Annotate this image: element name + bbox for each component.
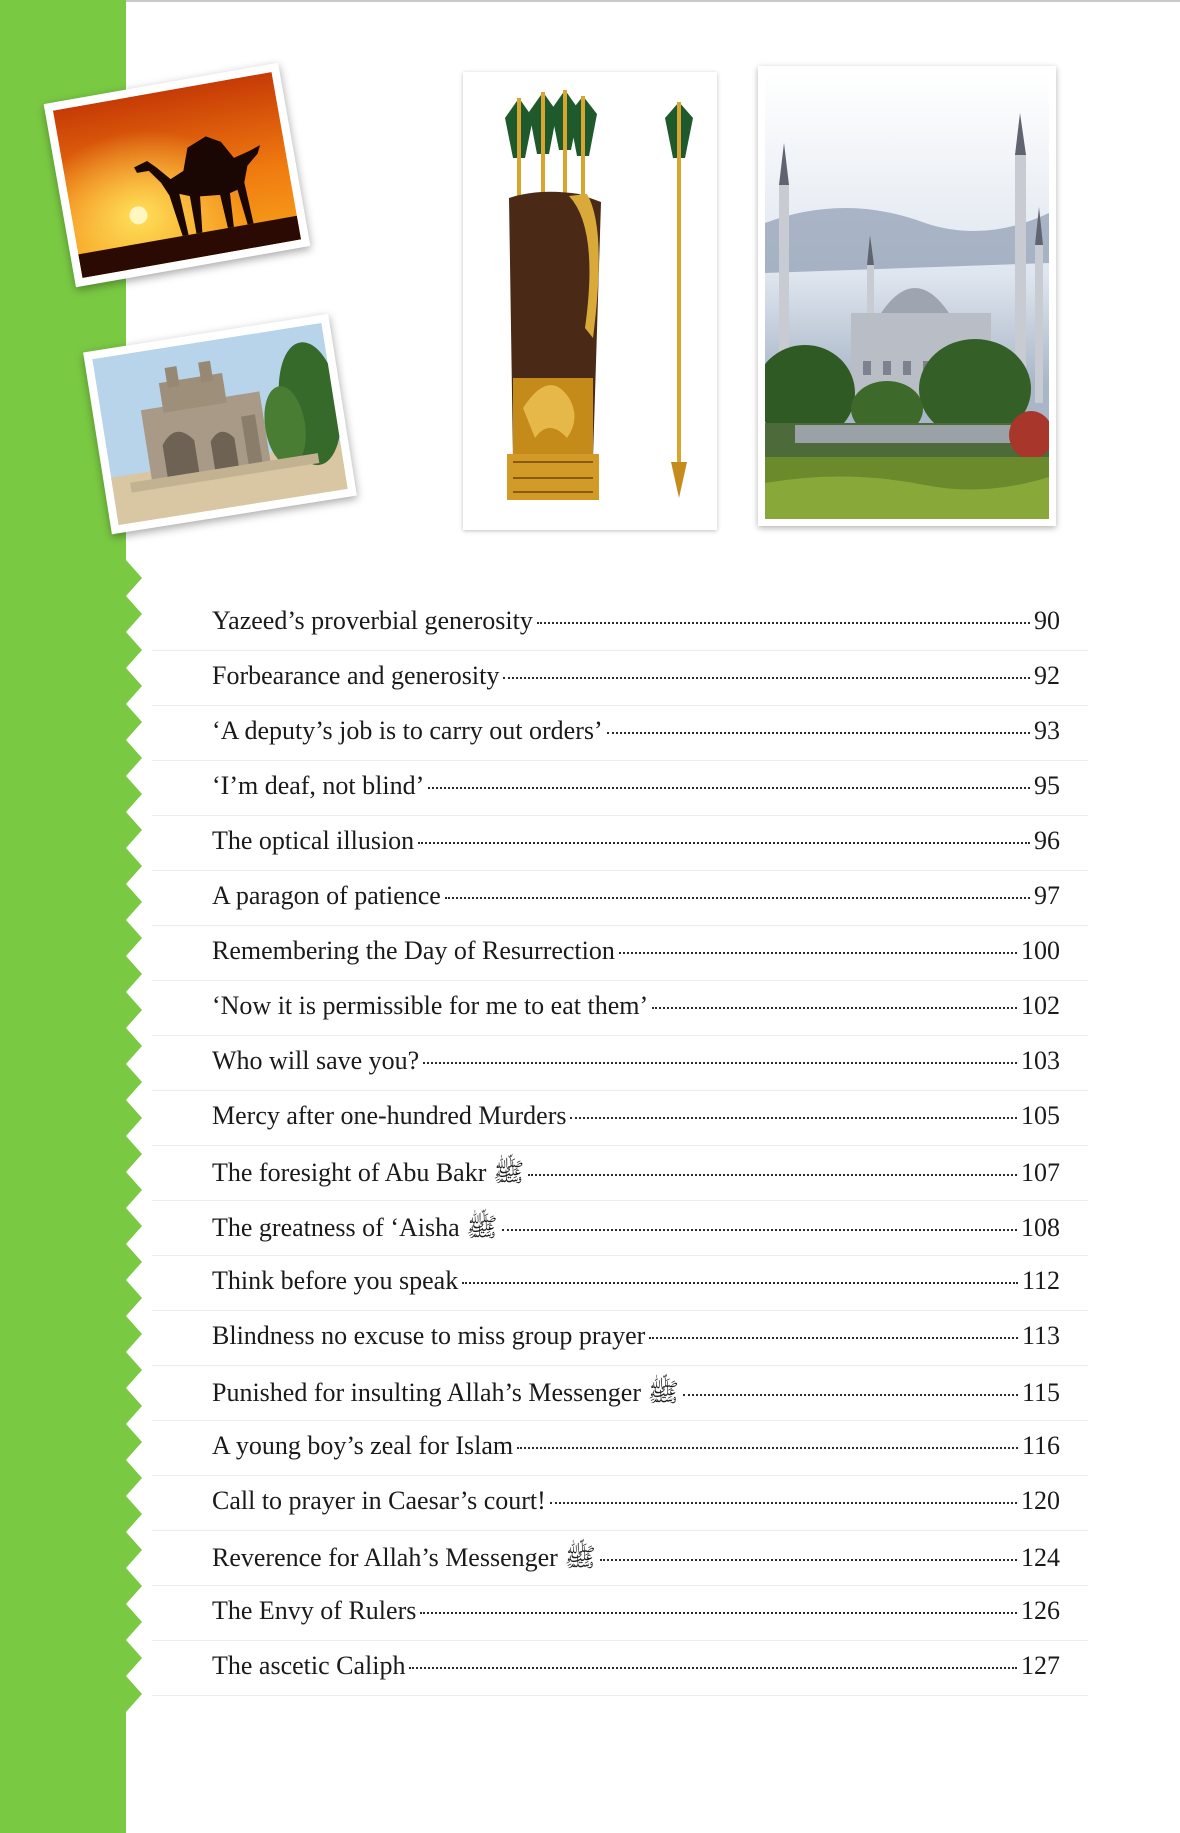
toc-page-number: 127 — [1021, 1651, 1060, 1680]
toc-entry — [152, 926, 1088, 981]
toc-entry-title: ‘Now it is permissible for me to eat them’ — [212, 991, 649, 1020]
toc-entry — [152, 761, 1088, 816]
toc-entry-title: ‘A deputy’s job is to carry out orders’ — [212, 716, 603, 745]
toc-entry-title: Forbearance and generosity — [212, 661, 500, 690]
toc-page-number: 105 — [1021, 1101, 1060, 1130]
toc-entry-title: Blindness no excuse to miss group prayer — [212, 1321, 646, 1350]
toc-leader-dots — [423, 1062, 1017, 1064]
toc-page-number: 102 — [1021, 991, 1060, 1020]
toc-page-number: 126 — [1021, 1596, 1060, 1625]
toc-entry — [152, 1641, 1088, 1696]
toc-entry — [152, 1091, 1088, 1146]
toc-entry — [152, 1036, 1088, 1091]
toc-leader-dots — [517, 1447, 1018, 1449]
toc-leader-dots — [550, 1502, 1017, 1504]
toc-entry — [152, 596, 1088, 651]
toc-leader-dots — [428, 787, 1030, 789]
toc-entry-title: Call to prayer in Caesar’s court! — [212, 1486, 546, 1515]
toc-entry-title: The optical illusion — [212, 826, 415, 855]
toc-entry-title: The greatness of ‘Aisha ﷺ — [212, 1213, 498, 1242]
top-border — [0, 0, 1180, 2]
mosque-photo — [758, 66, 1056, 526]
toc-leader-dots — [570, 1117, 1017, 1119]
toc-page-number: 95 — [1034, 771, 1060, 800]
toc-page-number: 112 — [1021, 1266, 1060, 1295]
toc-page-number: 92 — [1034, 661, 1060, 690]
toc-page-number: 97 — [1034, 881, 1060, 910]
toc-entry — [152, 816, 1088, 871]
toc-leader-dots — [528, 1174, 1017, 1176]
toc-entry-title: The Envy of Rulers — [212, 1596, 417, 1625]
toc-leader-dots — [445, 897, 1030, 899]
toc-leader-dots — [462, 1282, 1018, 1284]
toc-entry — [152, 1421, 1088, 1476]
toc-page-number: 113 — [1021, 1321, 1060, 1350]
toc-page-number: 100 — [1021, 936, 1060, 965]
toc-page-number: 116 — [1021, 1431, 1060, 1460]
toc-leader-dots — [652, 1007, 1017, 1009]
toc-leader-dots — [649, 1337, 1018, 1339]
toc-leader-dots — [503, 677, 1030, 679]
toc-page-number: 108 — [1021, 1213, 1060, 1242]
toc-entry — [152, 871, 1088, 926]
toc-leader-dots — [607, 732, 1030, 734]
ruins-photo — [83, 314, 357, 535]
toc-entry — [152, 651, 1088, 706]
toc-page-number: 93 — [1034, 716, 1060, 745]
toc-page-number: 90 — [1034, 606, 1060, 635]
toc-leader-dots — [600, 1559, 1017, 1561]
toc-leader-dots — [409, 1667, 1017, 1669]
toc-entry — [152, 1586, 1088, 1641]
toc-entry — [152, 1311, 1088, 1366]
toc-entry-title: A young boy’s zeal for Islam — [212, 1431, 514, 1460]
toc-page-number: 124 — [1021, 1543, 1060, 1572]
toc-entry-title: Punished for insulting Allah’s Messenger ﷺ — [212, 1378, 679, 1407]
toc-page-number: 96 — [1034, 826, 1060, 855]
toc-leader-dots — [418, 842, 1030, 844]
toc-entry — [152, 1366, 1088, 1421]
toc-page-number: 120 — [1021, 1486, 1060, 1515]
toc-page-number: 107 — [1021, 1158, 1060, 1187]
toc-leader-dots — [683, 1394, 1018, 1396]
toc-entry — [152, 1146, 1088, 1201]
toc-entry — [152, 1531, 1088, 1586]
toc-leader-dots — [537, 622, 1030, 624]
toc-entry-title: Think before you speak — [212, 1266, 459, 1295]
toc-entry-title: A paragon of patience — [212, 881, 441, 910]
toc-entry-title: Mercy after one-hundred Murders — [212, 1101, 567, 1130]
toc-entry-title: Remembering the Day of Resurrection — [212, 936, 615, 965]
toc-page-number: 103 — [1021, 1046, 1060, 1075]
toc-leader-dots — [502, 1229, 1017, 1231]
toc-entry-title: Reverence for Allah’s Messenger ﷺ — [212, 1543, 596, 1572]
toc-entry-title: Who will save you? — [212, 1046, 420, 1075]
toc-entry — [152, 706, 1088, 761]
toc-entry-title: ‘I’m deaf, not blind’ — [212, 771, 425, 800]
toc-entry — [152, 1256, 1088, 1311]
table-of-contents — [152, 596, 1088, 1696]
toc-page-number: 115 — [1021, 1378, 1060, 1407]
quiver-arrows-photo — [463, 72, 717, 530]
toc-leader-dots — [619, 952, 1017, 954]
toc-leader-dots — [420, 1612, 1017, 1614]
toc-entry — [152, 1201, 1088, 1256]
toc-entry — [152, 981, 1088, 1036]
toc-entry-title: Yazeed’s proverbial generosity — [212, 606, 533, 635]
toc-entry — [152, 1476, 1088, 1531]
camel-sunset-photo — [44, 63, 311, 288]
toc-entry-title: The foresight of Abu Bakr ﷺ — [212, 1158, 525, 1187]
toc-entry-title: The ascetic Caliph — [212, 1651, 406, 1680]
